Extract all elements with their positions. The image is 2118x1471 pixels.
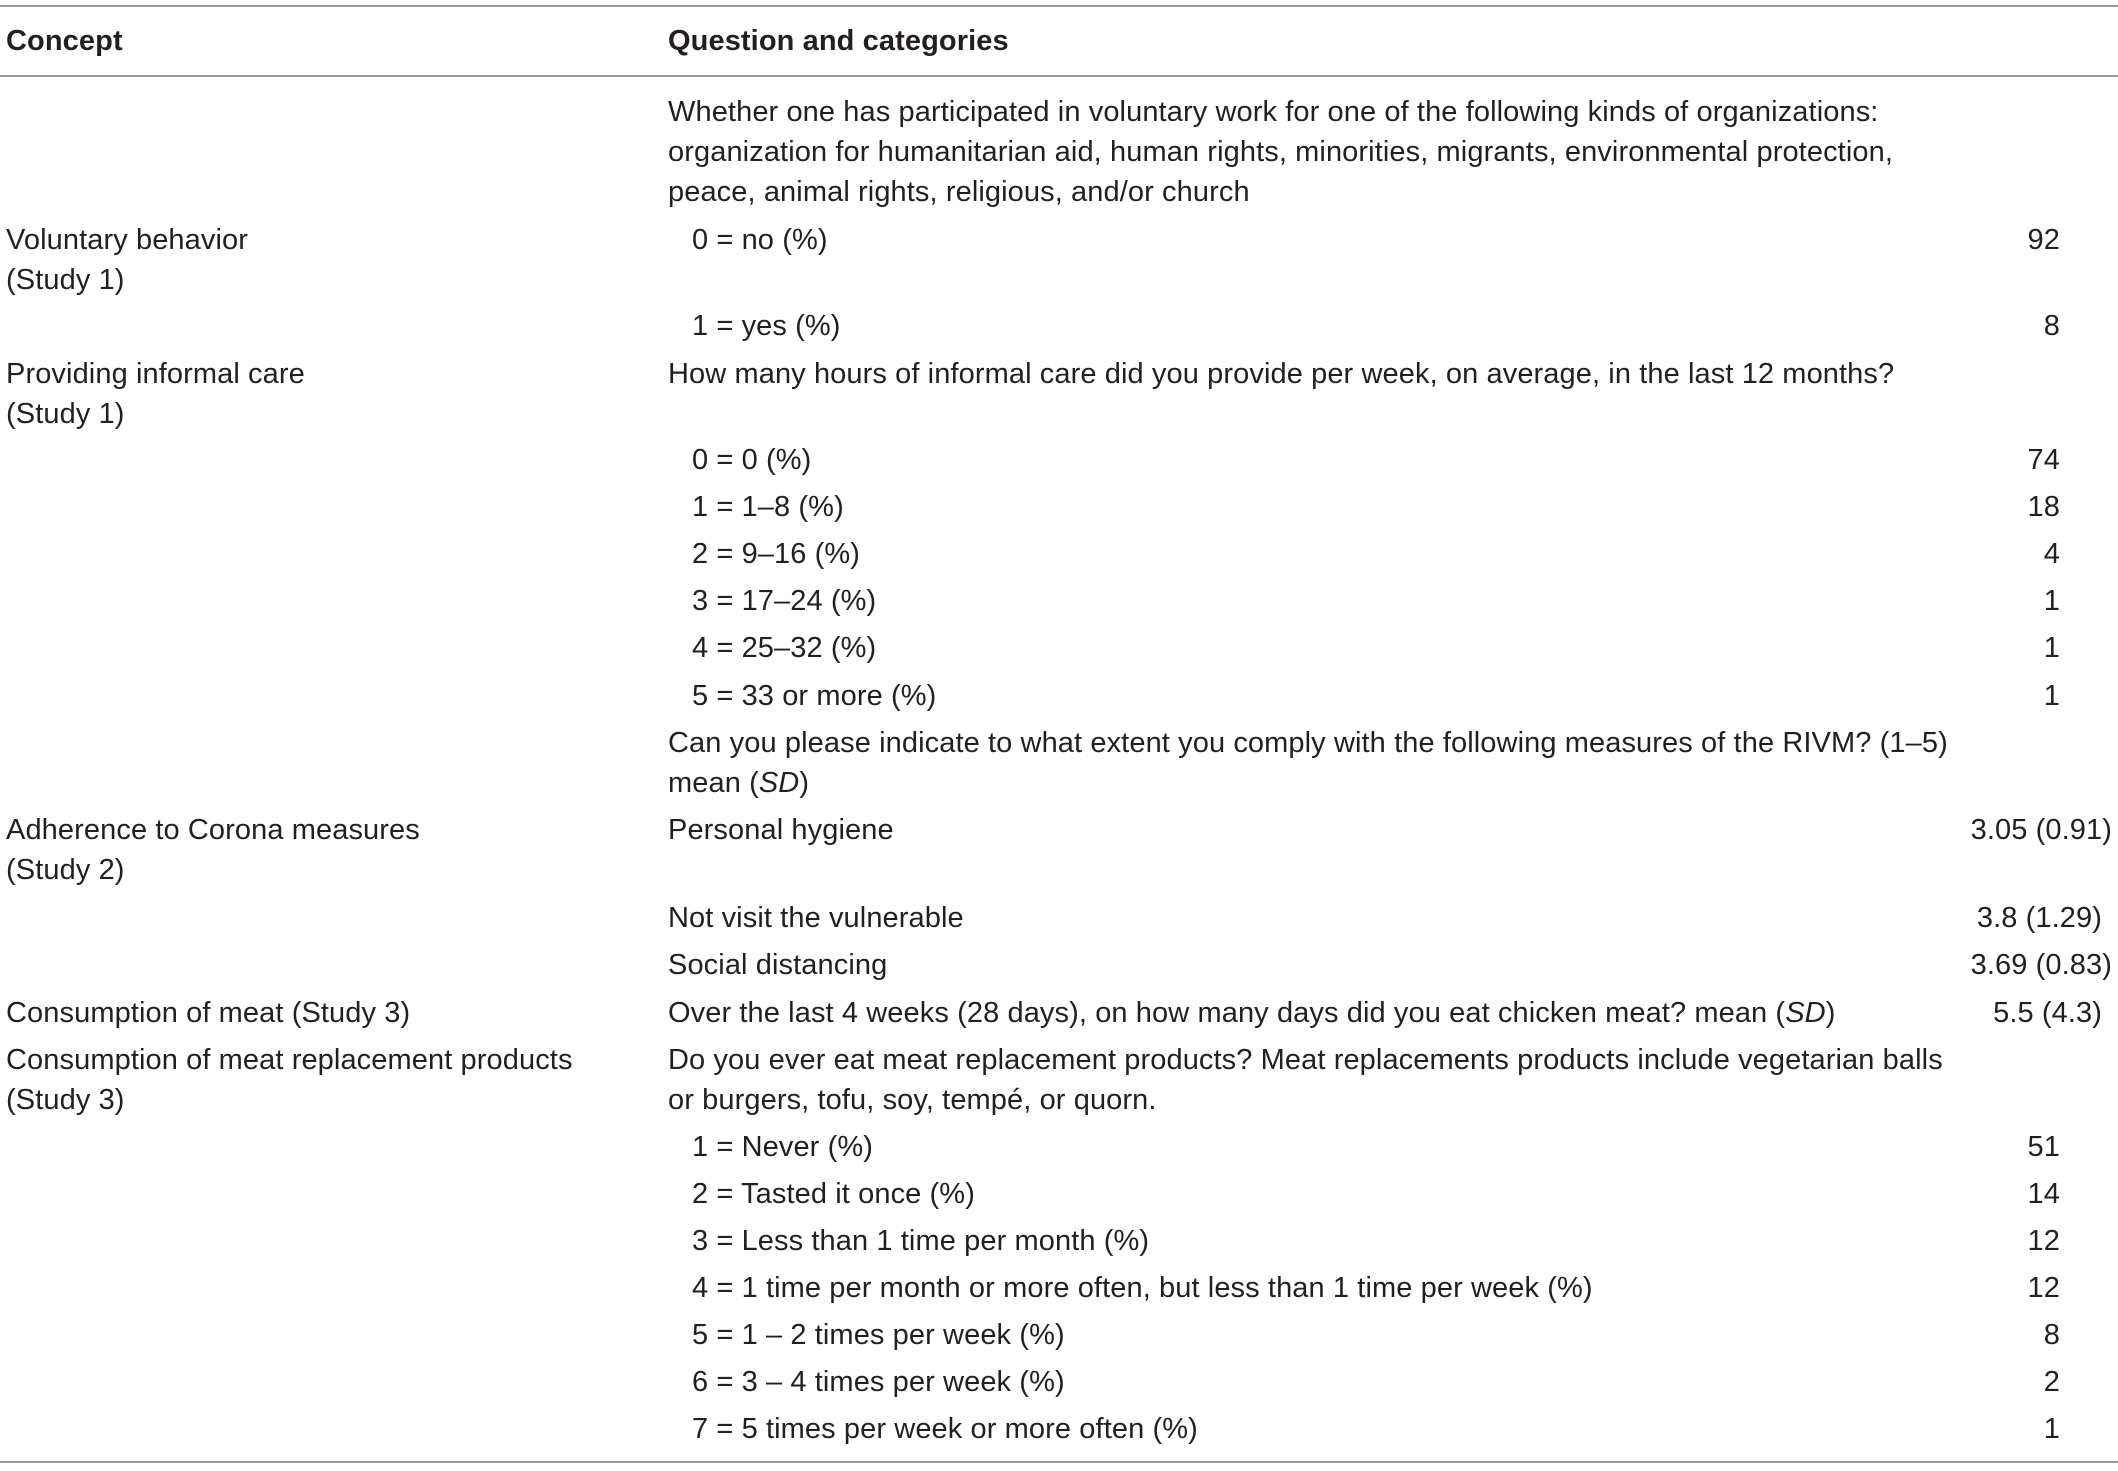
replacement-row-value: 2 xyxy=(2043,1366,2060,1398)
care-row-label: 2 = 9–16 (%) xyxy=(692,538,861,570)
voluntary-row-value: 92 xyxy=(2027,224,2060,256)
care-row-value: 4 xyxy=(2043,538,2060,570)
care-row-value: 1 xyxy=(2043,632,2060,664)
corona-row-value: 3.8 (1.29) xyxy=(1976,902,2102,934)
replacement-row-label: 2 = Tasted it once (%) xyxy=(692,1178,975,1210)
replacement-row-value: 1 xyxy=(2043,1413,2060,1445)
care-question: How many hours of informal care did you provide per week, on average, in the last 12 months? xyxy=(668,358,1895,390)
replacement-row-value: 12 xyxy=(2027,1225,2060,1257)
replacement-concept: Consumption of meat replacement products xyxy=(6,1044,573,1076)
header-rule xyxy=(0,75,2118,77)
replacement-row-label: 7 = 5 times per week or more often (%) xyxy=(692,1413,1198,1445)
replacement-row-value: 8 xyxy=(2043,1319,2060,1351)
replacement-question-line1: Do you ever eat meat replacement products? Meat replacements products include vegetarian balls xyxy=(668,1044,1943,1076)
corona-concept: Adherence to Corona measures xyxy=(6,814,420,846)
header-concept: Concept xyxy=(6,25,123,57)
care-row-label: 4 = 25–32 (%) xyxy=(692,632,877,664)
corona-row-value: 3.69 (0.83) xyxy=(1970,949,2112,981)
corona-row-label: Social distancing xyxy=(668,949,888,981)
replacement-row-value: 51 xyxy=(2027,1131,2060,1163)
corona-question-line2: mean (SD) xyxy=(668,767,810,799)
corona-row-label: Personal hygiene xyxy=(668,814,894,846)
corona-row-label: Not visit the vulnerable xyxy=(668,902,964,934)
care-row-label: 0 = 0 (%) xyxy=(692,444,812,476)
care-row-value: 74 xyxy=(2027,444,2060,476)
meat-concept: Consumption of meat (Study 3) xyxy=(6,997,411,1029)
header-question: Question and categories xyxy=(668,25,1009,57)
care-concept: Providing informal care xyxy=(6,358,305,390)
meat-value: 5.5 (4.3) xyxy=(1993,997,2102,1029)
corona-study: (Study 2) xyxy=(6,854,125,886)
replacement-row-label: 4 = 1 time per month or more often, but less than 1 time per week (%) xyxy=(692,1272,1593,1304)
replacement-study: (Study 3) xyxy=(6,1084,125,1116)
sd-italic: SD xyxy=(758,767,800,799)
voluntary-row-label: 0 = no (%) xyxy=(692,224,828,256)
care-row-value: 1 xyxy=(2043,680,2060,712)
voluntary-concept: Voluntary behavior xyxy=(6,224,249,256)
table-bottom-rule xyxy=(0,1461,2118,1463)
replacement-row-value: 14 xyxy=(2027,1178,2060,1210)
meat-question: Over the last 4 weeks (28 days), on how many days did you eat chicken meat? mean (SD) xyxy=(668,997,1836,1029)
replacement-row-label: 5 = 1 – 2 times per week (%) xyxy=(692,1319,1065,1351)
care-row-value: 18 xyxy=(2027,491,2060,523)
voluntary-row-label: 1 = yes (%) xyxy=(692,310,841,342)
voluntary-question: Whether one has participated in voluntary work for one of the following kinds of organizations: organization for humanitarian aid, human rights, minorities, migrants, environmental protection, peace, animal rights, religious, and/or church xyxy=(668,96,1893,208)
corona-row-value: 3.05 (0.91) xyxy=(1970,814,2112,846)
sd-italic: SD xyxy=(1785,997,1826,1029)
care-row-label: 5 = 33 or more (%) xyxy=(692,680,937,712)
voluntary-study: (Study 1) xyxy=(6,264,125,296)
care-row-value: 1 xyxy=(2043,585,2060,617)
replacement-question-line2: or burgers, tofu, soy, tempé, or quorn. xyxy=(668,1084,1157,1116)
care-row-label: 1 = 1–8 (%) xyxy=(692,491,844,523)
table-top-rule xyxy=(0,5,2118,7)
voluntary-row-value: 8 xyxy=(2043,310,2060,342)
care-study: (Study 1) xyxy=(6,398,125,430)
corona-question-line1: Can you please indicate to what extent you comply with the following measures of the RIVM? (1–5) xyxy=(668,727,1948,759)
replacement-row-label: 1 = Never (%) xyxy=(692,1131,873,1163)
replacement-row-label: 6 = 3 – 4 times per week (%) xyxy=(692,1366,1065,1398)
replacement-row-label: 3 = Less than 1 time per month (%) xyxy=(692,1225,1150,1257)
care-row-label: 3 = 17–24 (%) xyxy=(692,585,877,617)
replacement-row-value: 12 xyxy=(2027,1272,2060,1304)
